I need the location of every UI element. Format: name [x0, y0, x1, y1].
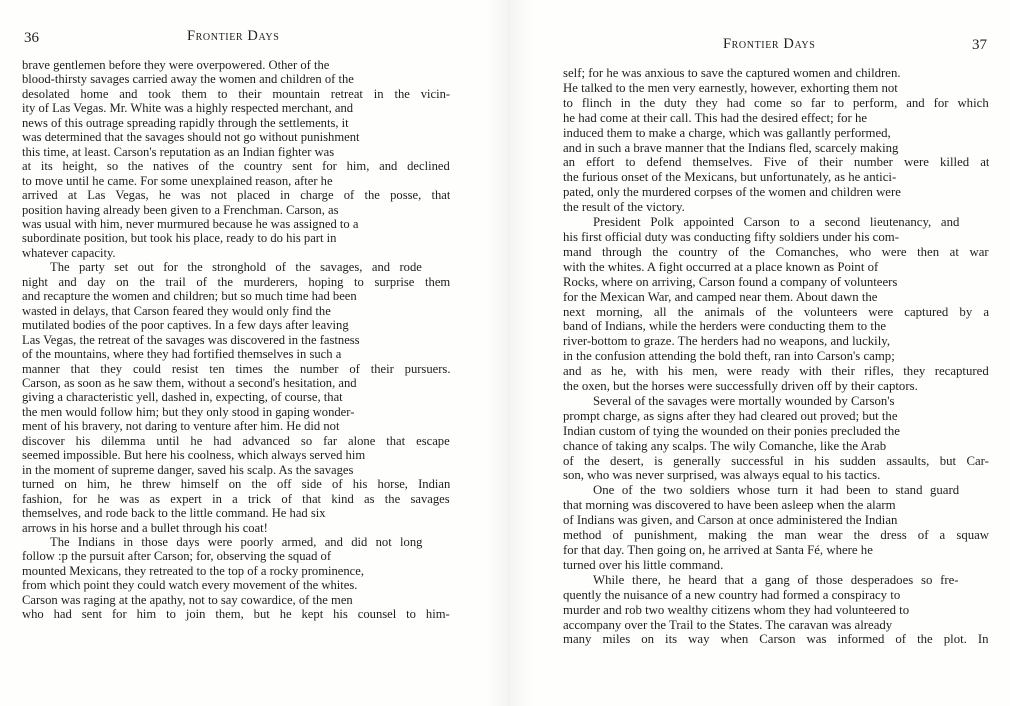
text-line: for the Mexican War, and camped near them. About dawn the	[563, 289, 878, 304]
text-line: news of this outrage spreading rapidly through the settlements, it	[22, 115, 349, 130]
text-line: the furious onset of the Mexicans, but unfortunately, as he antici-	[563, 170, 897, 185]
text-line: to flinch in the duty they had come so far to perform, and for which	[563, 95, 989, 110]
running-head: Frontier Days	[723, 36, 816, 52]
text-line: in the moment of supreme danger, saved his scalp. As the savages	[22, 462, 354, 477]
text-line: ity of Las Vegas. Mr. White was a highly respected merchant, and	[22, 101, 354, 116]
page-number: 36	[24, 30, 39, 46]
text-line: Rocks, where on arriving, Carson found a company of volunteers	[563, 274, 898, 289]
text-line: at its height, so the natives of the country sent for him, and declined	[22, 159, 450, 174]
text-line: the men would follow him; but they only stood in gaping wonder-	[22, 404, 355, 419]
text-line: this time, at least. Carson's reputation as an Indian fighter was	[22, 144, 335, 159]
text-line: in the confusion attending the bold theft, ran into Carson's camp;	[563, 349, 895, 364]
text-line: blood-thirsty savages carried away the women and children of the	[22, 72, 354, 87]
text-line: pated, only the murdered corpses of the women and children were	[563, 185, 901, 200]
text-line: the result of the victory.	[563, 200, 685, 215]
text-line: arrived at Las Vegas, he was not placed in charge of the posse, that	[22, 188, 450, 203]
text-line: fashion, for he was as expert in a trick of that kind as the savages	[22, 491, 450, 506]
text-line: mand through the country of the Comanches, who were then at war	[563, 244, 989, 259]
text-line: desolated home and took them to their mountain retreat in the vicin-	[22, 86, 450, 101]
text-line: Carson was raging at the apathy, not to say cowardice, of the men	[22, 592, 353, 607]
text-line: mutilated bodies of the poor captives. In a few days after leaving	[22, 318, 349, 333]
text-line: from which point they could watch every movement of the whites.	[22, 578, 358, 593]
text-line: arrows in his horse and a bullet through his coat!	[22, 520, 268, 535]
text-line: and as he, with his men, were ready with their rifles, they recaptured	[563, 364, 989, 379]
text-line: He talked to the men very earnestly, however, exhorting them not	[563, 80, 898, 95]
text-line: to move until he came. For some unexplained reason, after he	[22, 173, 333, 188]
text-line: the oxen, but the horses were successfully driven off by their captors.	[563, 379, 918, 394]
page-number: 37	[972, 37, 987, 53]
text-line: themselves, and rode back to the little command. He had six	[22, 506, 326, 521]
text-line: Carson, as soon as he saw them, without a second's hesitation, and	[22, 375, 357, 390]
text-line: prompt charge, as signs after they had cleared out proved; but the	[563, 408, 898, 423]
text-line: river-bottom to graze. The herders had no weapons, and luckily,	[563, 334, 891, 349]
text-line: manner that they could resist ten times the number of their pursuers.	[22, 361, 450, 376]
text-line: of Indians was given, and Carson at once administered the Indian	[563, 513, 898, 528]
text-line: was determined that the savages should not go without punishment	[22, 130, 360, 145]
text-line: position having already been given to a Frenchman. Carson, as	[22, 202, 339, 217]
text-line: The party set out for the stronghold of the savages, and rode	[50, 260, 422, 275]
running-head: Frontier Days	[187, 28, 280, 44]
text-line: The Indians in those days were poorly armed, and did not long	[50, 534, 423, 549]
text-line: with the whites. A fight occurred at a place known as Point of	[563, 259, 879, 274]
text-line: who had sent for him to join them, but he kept his counsel to him-	[22, 607, 450, 622]
text-line: quently the nuisance of a new country had formed a conspiracy to	[563, 587, 901, 602]
text-line: turned over his little command.	[563, 557, 724, 572]
text-line: that morning was discovered to have been asleep when the alarm	[563, 498, 896, 513]
text-line: of the mountains, where they had fortified themselves in such a	[22, 347, 342, 362]
text-line: son, who was never surprised, was always equal to his tactics.	[563, 468, 881, 483]
text-line: Las Vegas, the retreat of the savages was discovered in the fastness	[22, 332, 360, 347]
text-line: many miles on its way when Carson was informed of the plot. In	[563, 632, 989, 647]
text-line: night and day on the trail of the murderers, hoping to surprise them	[22, 274, 450, 289]
text-line: While there, he heard that a gang of those desperadoes so fre-	[593, 572, 959, 587]
text-line: he had come at their call. This had the desired effect; for he	[563, 110, 868, 125]
left-page-text	[22, 58, 450, 622]
text-line: Several of the savages were mortally wounded by Carson's	[593, 393, 895, 408]
text-line: was usual with him, never murmured because he was assigned to a	[22, 216, 359, 231]
text-line: of the desert, is generally successful in his sudden assaults, but Car-	[563, 453, 989, 468]
text-line: method of punishment, making the man wear the dress of a squaw	[563, 528, 989, 543]
text-line: discover his dilemma until he had advanced so far alone that escape	[22, 433, 450, 448]
text-line: wasted in delays, that Carson feared they would only find the	[22, 303, 331, 318]
text-line: induced them to make a charge, which was gallantly performed,	[563, 125, 891, 140]
text-line: chance of taking any scalps. The wily Comanche, like the Arab	[563, 438, 887, 453]
text-line: for that day. Then going on, he arrived at Santa Fé, where he	[563, 543, 873, 557]
text-line: accompany over the Trail to the States. The caravan was already	[563, 617, 893, 632]
text-line: seemed impossible. But here his coolness, which always served him	[22, 448, 366, 463]
text-line: brave gentlemen before they were overpowered. Other of the	[22, 58, 330, 72]
text-line: murder and rob two wealthy citizens whom they had volunteered to	[563, 602, 910, 617]
text-line: subordinate position, but took his place, ready to do his part in	[22, 231, 337, 246]
text-line: ment of his bravery, not daring to venture after him. He did not	[22, 419, 340, 434]
text-line: an effort to defend themselves. Five of their number were killed at	[563, 155, 989, 170]
text-line: Indian custom of tying the wounded on their ponies precluded the	[563, 423, 900, 438]
text-line: next morning, all the animals of the volunteers were captured by a	[563, 304, 989, 319]
text-line: mounted Mexicans, they retreated to the top of a rocky prominence,	[22, 563, 365, 578]
right-page-text	[563, 66, 989, 647]
text-line: One of the two soldiers whose turn it had been to stand guard	[593, 483, 960, 498]
text-line: band of Indians, while the herders were conducting them to the	[563, 319, 887, 334]
text-line: giving a characteristic yell, dashed in, expecting, of course, that	[22, 390, 343, 405]
text-line: whatever capacity.	[22, 245, 116, 260]
text-line: follow :p the pursuit after Carson; for, observing the squad of	[22, 549, 332, 564]
text-line: President Polk appointed Carson to a second lieutenancy, and	[593, 215, 960, 230]
text-line: self; for he was anxious to save the captured women and children.	[563, 66, 901, 80]
text-line: his first official duty was conducting fifty soldiers under his com-	[563, 229, 899, 244]
text-line: turned on him, he threw himself on the off side of his horse, Indian	[22, 477, 450, 492]
text-line: and in such a brave manner that the Indians fled, scarcely making	[563, 140, 899, 155]
text-line: and recapture the women and children; but so much time had been	[22, 289, 357, 304]
